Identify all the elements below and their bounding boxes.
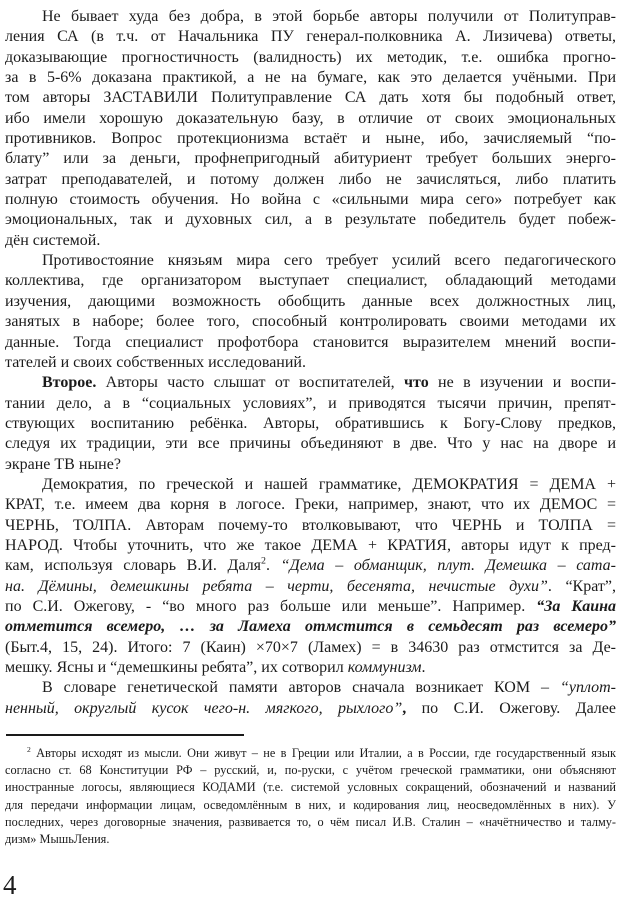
text-line — [5, 434, 616, 454]
text-line — [5, 455, 616, 475]
text-run: за в 5-6% доказана практикой, а не на бумаге, как это делается учёными. При — [5, 69, 616, 87]
text-run: В словаре генетической памяти авторов сначала возникает КОМ – — [42, 679, 560, 697]
text-line — [5, 745, 616, 762]
text-line — [5, 658, 616, 678]
footnote-separator — [6, 734, 244, 736]
text-run: блату” или за деньги, профнепригодный абитуриент требует больших энерго- — [5, 150, 616, 168]
text-line — [5, 231, 616, 251]
text-run: ЧЕРНЬ, ТОЛПА. Авторам почему-то втолковывают, что ЧЕРНЬ и ТОЛПА = — [5, 516, 616, 534]
text-run: коллектива, где организатором выступает специалист, обладающий методами — [5, 272, 616, 290]
text-line — [5, 129, 616, 149]
text-run: ибо имели хорошую доказательную базу, в отличие от своих эмоциональных — [5, 109, 616, 127]
text-line — [5, 699, 616, 719]
text-line — [5, 394, 616, 414]
paragraph — [5, 678, 616, 719]
text-line — [5, 516, 616, 536]
text-run: мешку. Ясны и “демешкины ребята”, их сотворил — [5, 659, 348, 676]
text-line — [5, 779, 616, 796]
text-run: изучения, дающими возможность обобщить данные всех должностных лиц, — [5, 292, 616, 310]
text-run: согласно ст. 68 Конституции РФ – русский, и, по-руски, с учётом греческой грамматики, они объясняют — [5, 763, 616, 778]
text-line — [5, 210, 616, 230]
text-line — [5, 597, 616, 617]
text-line — [5, 48, 616, 68]
text-run: Не бывает худа без добра, в этой борьбе авторы получили от Политуправ- — [42, 8, 616, 25]
text-run: , — [402, 699, 407, 717]
paragraph — [5, 7, 616, 251]
text-run: Второе. — [42, 374, 97, 392]
text-run: эмоциональных, так и духовных сил, а в результате победитель будет побеж- — [5, 211, 616, 229]
text-line — [5, 577, 616, 597]
text-line — [5, 251, 616, 271]
text-line — [5, 7, 616, 27]
text-line — [5, 149, 616, 169]
paragraph — [5, 475, 616, 678]
text-run: что — [394, 374, 429, 392]
text-run: кам, используя словарь В.И. Даля — [5, 557, 262, 575]
text-run: следуя их традиции, эти все причины объединяют в две. Что у нас на дворе и — [5, 435, 616, 453]
text-run: полную стоимость обучения. Но война с «сильными мира сего» потребует как — [5, 191, 616, 209]
text-run: Демократия, по греческой и нашей грамматике, ДЕМОКРАТИЯ = ДЕМА + — [42, 475, 616, 493]
text-run: не в изучении и воспи- — [428, 374, 616, 392]
footnote — [5, 745, 616, 848]
paragraph — [5, 251, 616, 373]
text-run: том авторы ЗАСТАВИЛИ Политуправление СА дать хотя бы подобный ответ, — [5, 89, 616, 107]
text-run: (Быт.4, 15, 24). Итого: 7 (Каин) ×70×7 (Ламех) = в 34630 раз отмстится за Де- — [5, 638, 616, 656]
paragraph — [5, 373, 616, 475]
text-run: Противостояние князьям мира сего требует усилий всего педагогического — [42, 252, 616, 270]
text-run: “Дема – обманщик, плут. Демешка – сата- — [280, 557, 616, 575]
text-line — [5, 271, 616, 291]
text-line — [5, 495, 616, 515]
text-run: ствующих воспитанию ребёнка. Авторы, обратившись к Богу-Слову предков, — [5, 414, 616, 432]
text-line — [5, 414, 616, 434]
text-line — [5, 373, 616, 393]
text-line — [5, 353, 616, 373]
text-line — [5, 617, 616, 637]
text-line — [5, 312, 616, 332]
text-run: тании дело, а в “социальных условиях”, и приводятся тысячи причин, препят- — [5, 394, 616, 412]
text-line — [5, 88, 616, 108]
text-run: НАРОД. Чтобы уточнить, что же такое ДЕМА + КРАТИЯ, авторы идут к пред- — [5, 536, 616, 554]
text-line — [5, 536, 616, 556]
text-run: по С.И. Ожегову. Далее — [406, 699, 616, 717]
text-run: Авторы исходят из мысли. Они живут – не в Греции или Италии, а в России, где государственный язык — [30, 746, 616, 761]
text-run: данные. Тогда специалист профотбора становится выразителем мнений воспи- — [5, 333, 616, 351]
text-run: противников. Вопрос протекционизма встаёт и ныне, ибо, зачисляемый “по- — [5, 130, 616, 148]
text-line — [5, 68, 616, 88]
page-number: 4 — [3, 870, 17, 900]
text-run: ления СА (в т.ч. от Начальника ПУ генерал-полковника А. Лизичева) ответы, — [5, 28, 616, 46]
text-run: последних, через договорные значения, развивается то, о чём писал И.В. Сталин – «начётничество и талму- — [5, 814, 616, 829]
text-run: . — [266, 557, 281, 575]
text-line — [5, 292, 616, 312]
text-run: занятых в наборе; более того, способный контролировать своими методами их — [5, 313, 616, 331]
text-run: для передачи информации лицам, осведомлённым в них, и кодирования лиц, неосведомлённых в них). У — [5, 797, 616, 812]
text-run: иностранные логосы, являющиеся КОДАМИ (т.е. системой условных сокращений, обозначений и названий — [5, 780, 616, 795]
text-run: . “Крат”, — [547, 577, 616, 595]
footnote-marker: 2 — [27, 745, 31, 754]
text-run: экране ТВ ныне? — [5, 455, 121, 473]
text-line — [5, 814, 616, 831]
text-run: “За Каина — [536, 597, 616, 615]
footnote-marker: 2 — [261, 556, 266, 567]
text-run: “уплот- — [559, 679, 616, 697]
text-run: ненный, округлый кусок чего-н. мягкого, рыхлого” — [5, 699, 403, 717]
text-run: на. Дёмины, демешкины ребята – черти, бесенята, нечистые духи” — [5, 577, 548, 595]
text-line — [5, 27, 616, 47]
text-run: КРАТ, т.е. имеем два корня в логосе. Греки, например, знают, что их ДЕМОС = — [5, 496, 616, 514]
text-run: Авторы часто слышат от воспитателей, — [96, 374, 395, 392]
text-run: дён системой. — [5, 231, 101, 249]
text-run: коммунизм — [347, 659, 422, 676]
text-line — [5, 109, 616, 129]
text-line — [5, 831, 616, 848]
text-line — [5, 678, 616, 698]
text-line — [5, 333, 616, 353]
text-run: тателей и своих собственных исследований. — [5, 353, 306, 371]
text-run: затрат преподавателей, и потому должен либо не зачисляться, либо платить — [5, 170, 616, 188]
text-line — [5, 762, 616, 779]
text-run: доказывающие прогностичность (валидность) их методик, т.е. ошибка прогно- — [5, 48, 616, 66]
text-line — [5, 190, 616, 210]
body-text — [5, 7, 616, 719]
text-run: . — [421, 659, 426, 676]
text-line — [5, 475, 616, 495]
text-line — [5, 797, 616, 814]
text-run: по С.И. Ожегову, - “во много раз больше или меньше”. Например. — [5, 597, 537, 615]
text-line — [5, 556, 616, 576]
text-line — [5, 170, 616, 190]
text-run: отметится всемеро, … за Ламеха отмстится в семьдесят раз всемеро” — [5, 618, 616, 636]
text-run: дизм» МышьЛения. — [5, 831, 110, 846]
text-line — [5, 638, 616, 658]
